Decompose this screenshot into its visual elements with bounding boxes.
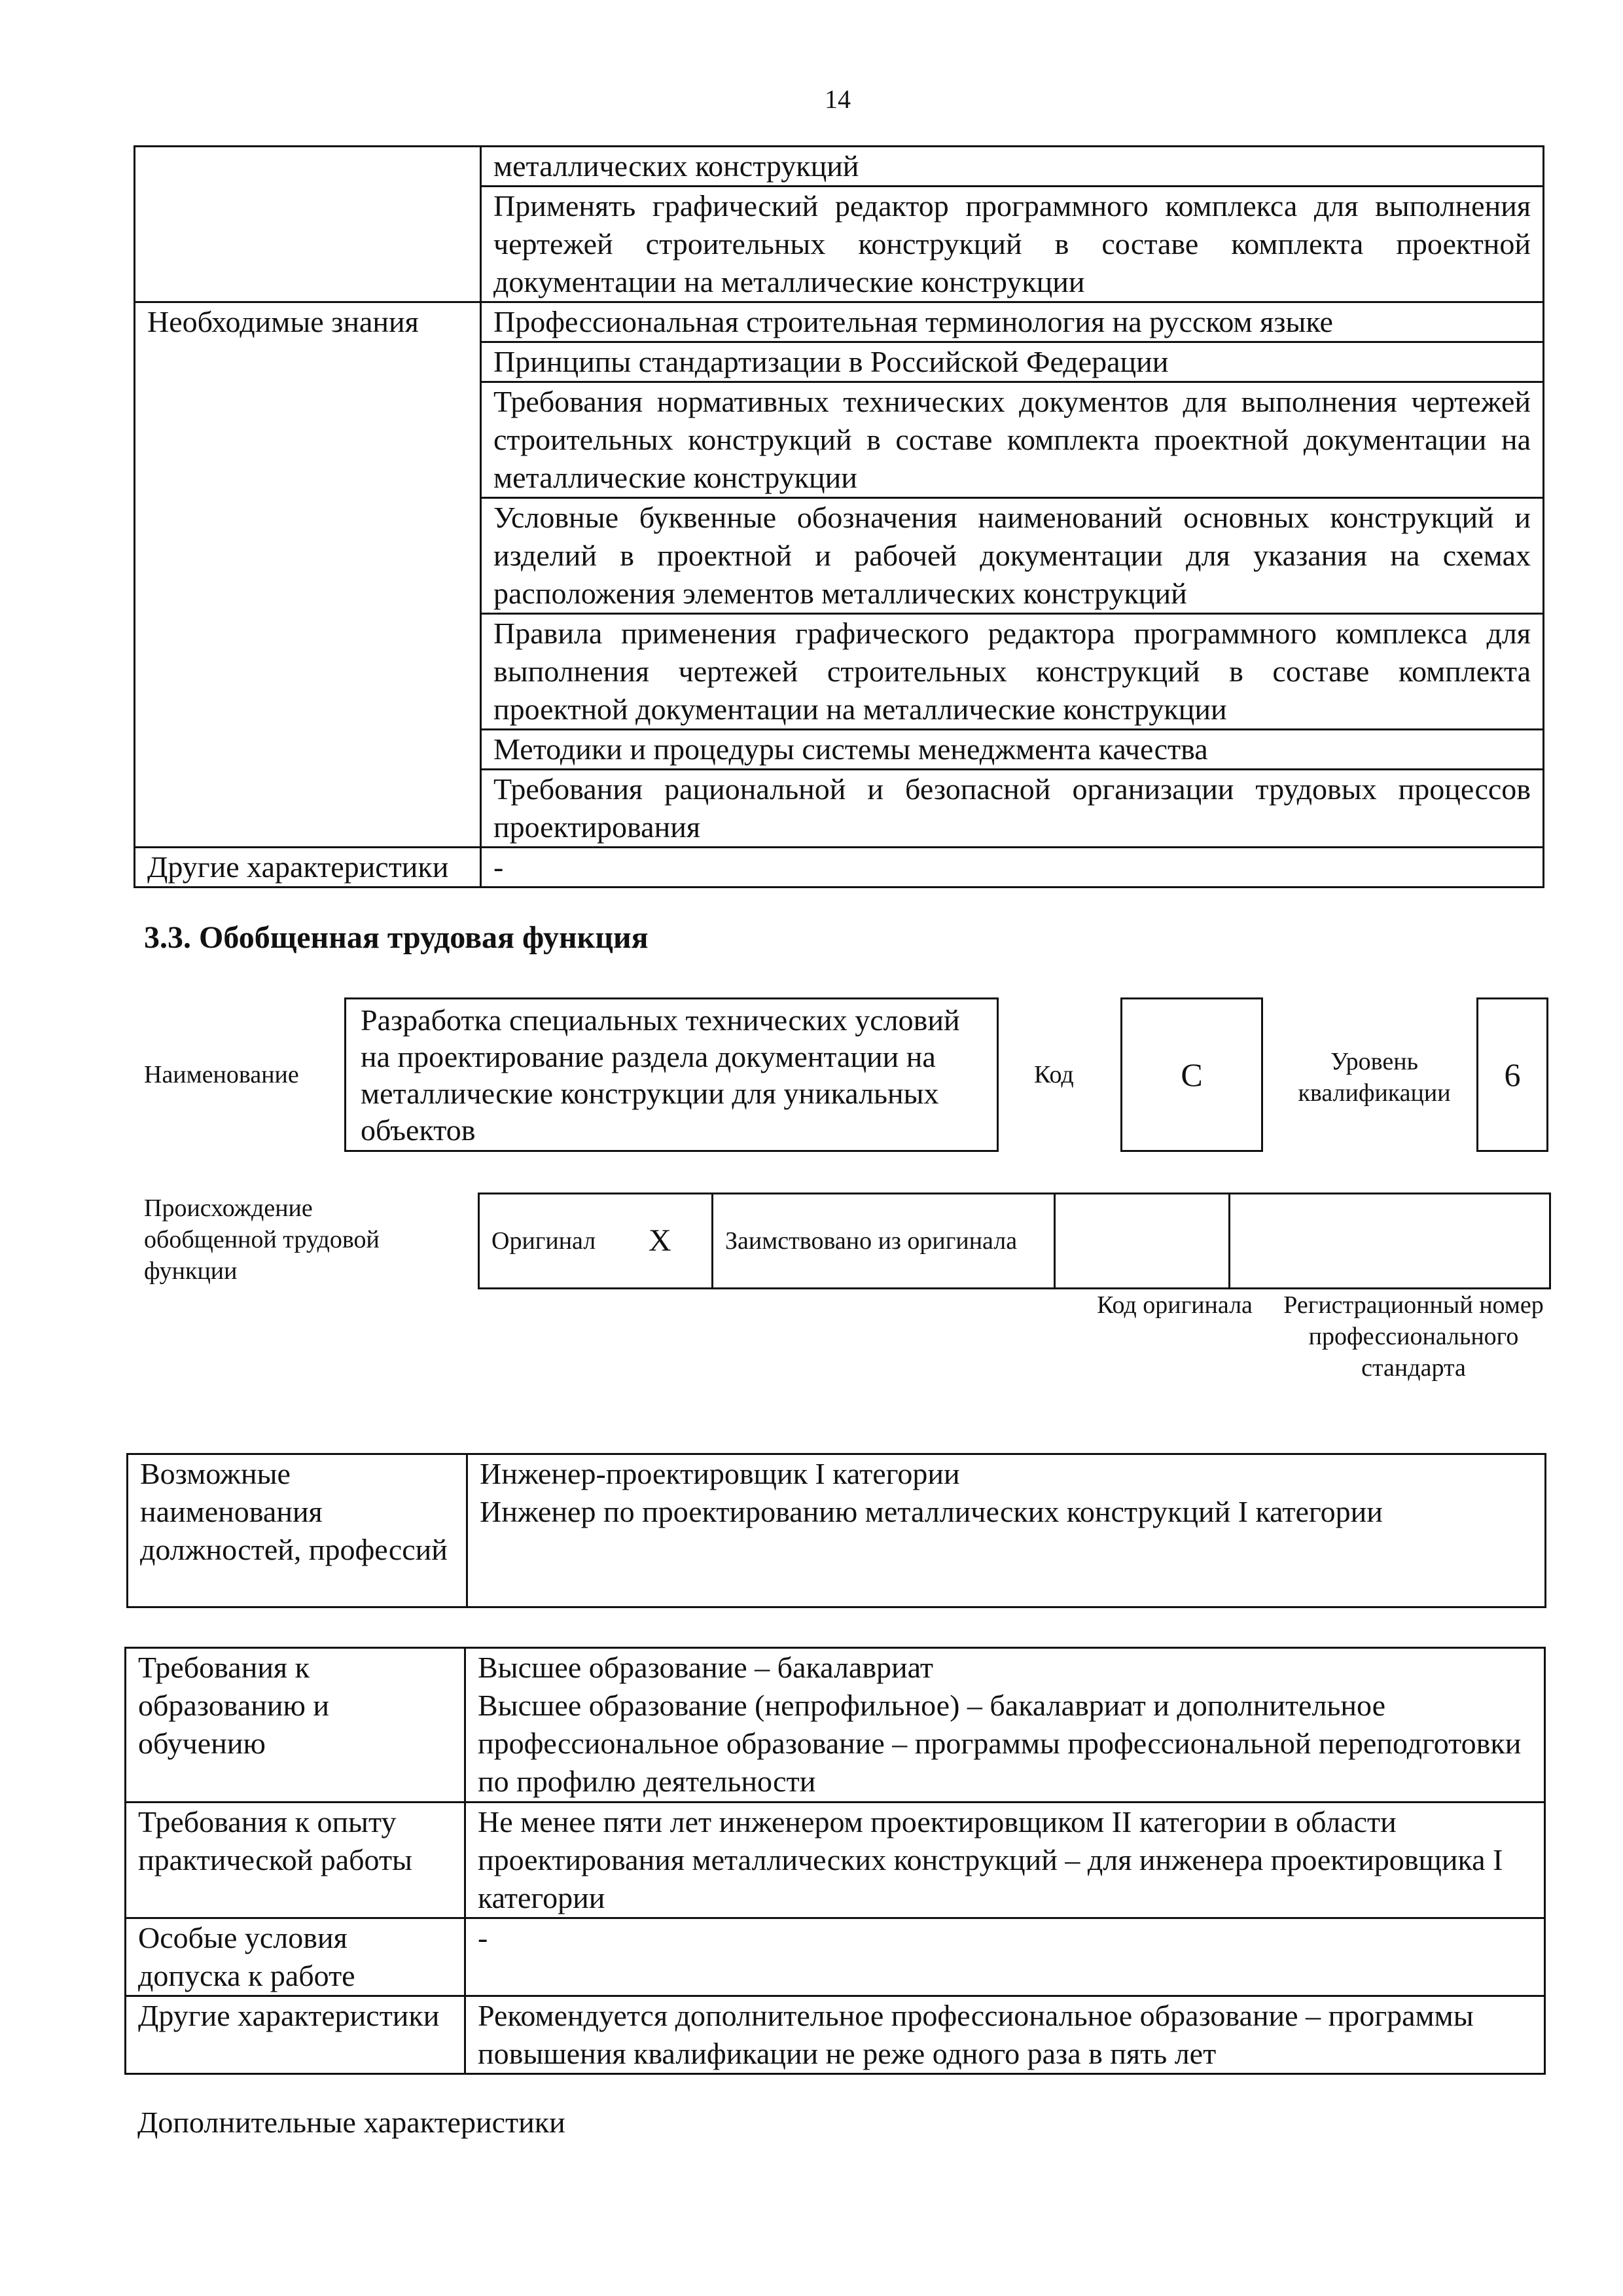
name-label: Наименование [144,1061,299,1088]
table-cell: Методики и процедуры системы менеджмента качества [481,730,1544,770]
page-number: 14 [825,84,851,114]
reg-caption: Регистрационный номер профессионального стандарта [1283,1291,1544,1382]
position-item: Инженер-проектировщик I категории [480,1457,960,1490]
level-value-box: 6 [1476,997,1548,1152]
original-mark: X [637,1194,713,1289]
registration-number-cell [1230,1194,1550,1289]
function-name-box: Разработка специальных технических условий на проектирование раздела документации на металлические конструкции для уникальных объектов [344,997,999,1152]
table-cell: Применять графический редактор программного комплекса для выполнения чертежей строительных конструкций в составе комплекта проектной документации на металлические конструкции [481,187,1544,302]
table-cell: Требования рациональной и безопасной организации трудовых процессов проектирования [481,770,1544,848]
section-title: 3.3. Обобщенная трудовая функция [144,920,649,955]
requirements-table [124,1647,1546,2075]
requirement-label: Требования к образованию и обучению [126,1648,465,1803]
knowledge-table [134,145,1544,888]
code-caption: Код оригинала [1097,1291,1253,1319]
origin-label: Происхождение обобщенной трудовой функции [144,1194,380,1285]
borrowed-label: Заимствовано из оригинала [713,1194,1055,1289]
requirement-value: Высшее образование – бакалавриат Высшее образование (непрофильное) – бакалавриат и дополнительное профессиональное образование – программы профессиональной переподготовки по профилю деятельности [465,1648,1545,1803]
requirement-label: Требования к опыту практической работы [126,1803,465,1918]
original-label: Оригинал [479,1194,637,1289]
row-label-other: Другие характеристики [135,848,481,888]
code-value-box: C [1120,997,1263,1152]
table-cell: Принципы стандартизации в Российской Федерации [481,342,1544,382]
table-cell: Профессиональная строительная терминология на русском языке [481,302,1544,342]
row-label-knowledge: Необходимые знания [135,302,481,848]
requirement-value: Не менее пяти лет инженером проектировщиком II категории в области проектирования металлических конструкций – для инженера проектировщика I категории [465,1803,1545,1918]
positions-values [467,1454,1546,1607]
table-cell: - [481,848,1544,888]
original-code-cell [1055,1194,1230,1289]
positions-label: Возможные наименования должностей, профессий [128,1454,467,1607]
footer-heading: Дополнительные характеристики [137,2106,565,2139]
table-cell: Правила применения графического редактора программного комплекса для выполнения чертежей строительных конструкций в составе комплекта проектной документации на металлические конструкции [481,614,1544,730]
requirement-label: Другие характеристики [126,1996,465,2074]
table-cell: металлических конструкций [481,147,1544,187]
requirement-value: Рекомендуется дополнительное профессиональное образование – программы повышения квалификации не реже одного раза в пять лет [465,1996,1545,2074]
table-cell: Условные буквенные обозначения наименований основных конструкций и изделий в проектной и рабочей документации для указания на схемах расположения элементов металлических конструкций [481,498,1544,614]
positions-table [126,1453,1546,1608]
code-label: Код [1034,1061,1074,1088]
origin-table [478,1193,1551,1289]
level-label: Уровень квалификации [1298,1048,1451,1107]
requirement-value: - [465,1918,1545,1996]
position-item: Инженер по проектированию металлических конструкций I категории [480,1495,1383,1528]
requirement-label: Особые условия допуска к работе [126,1918,465,1996]
table-cell: Требования нормативных технических документов для выполнения чертежей строительных конструкций в составе комплекта проектной документации на металлические конструкции [481,382,1544,498]
table-cell-empty-label [135,147,481,302]
